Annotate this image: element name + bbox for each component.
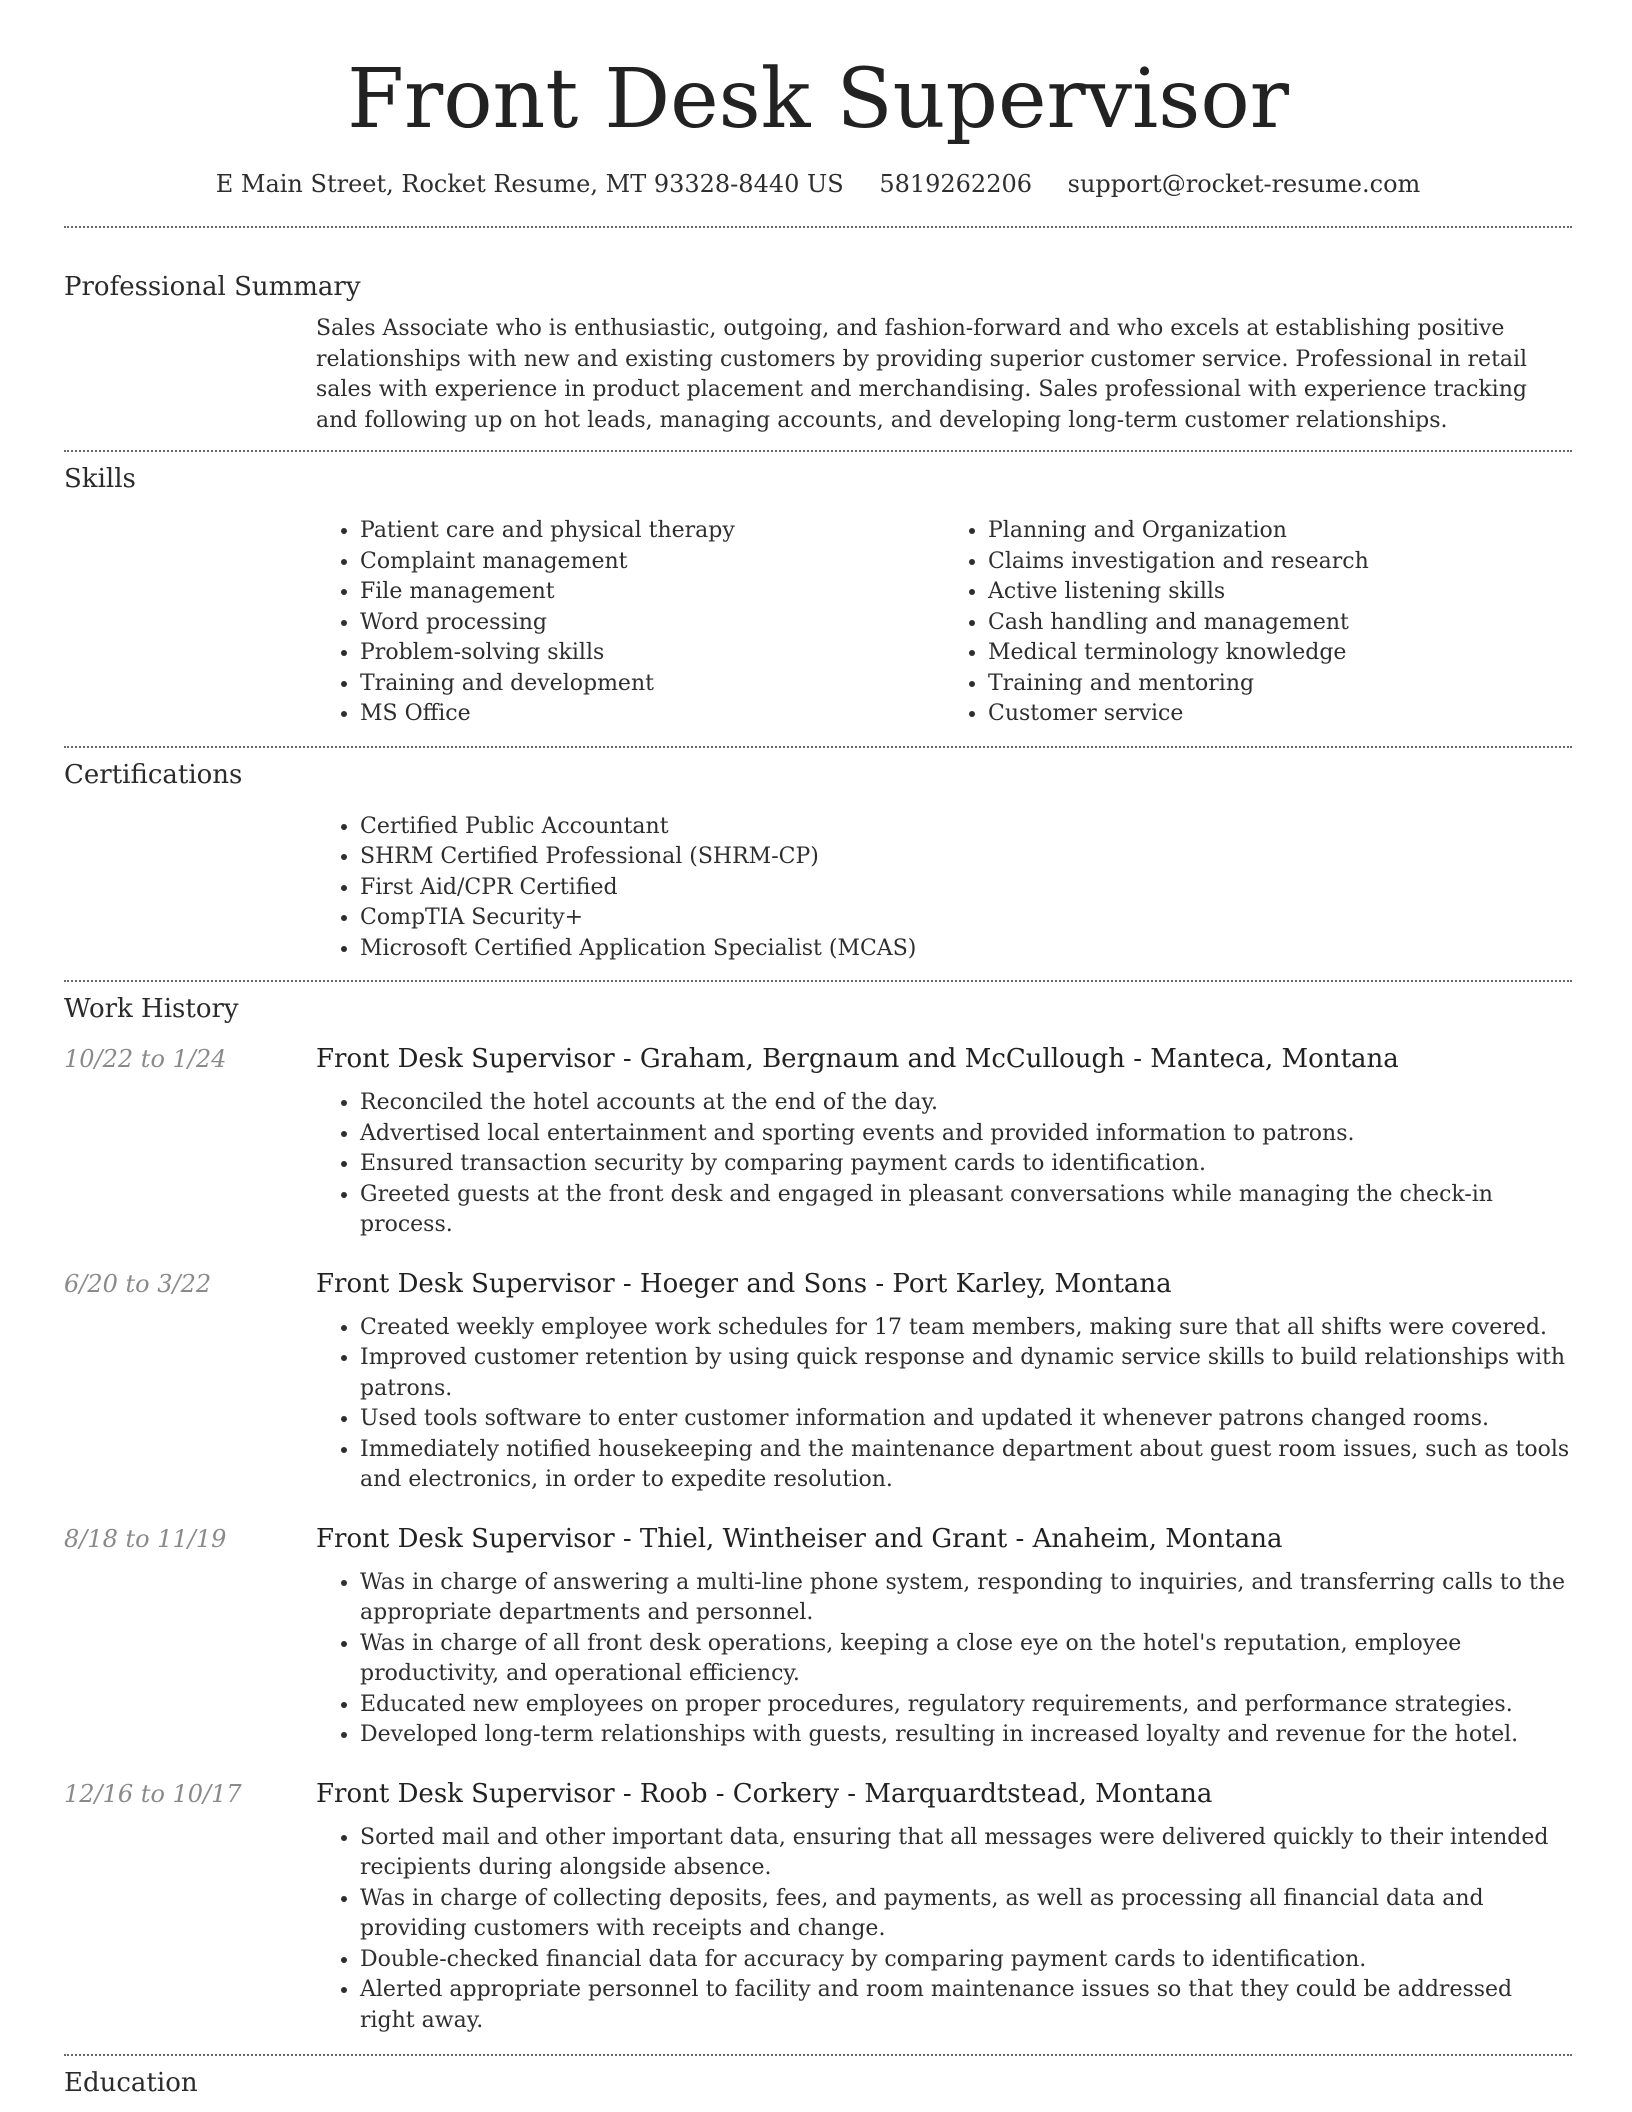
job-bullet-list xyxy=(316,1313,1572,1496)
job-header xyxy=(64,1044,1572,1074)
section-title-education: Education xyxy=(64,2068,198,2098)
skill-item: • Training and development xyxy=(360,669,944,700)
resume-name: Front Desk Supervisor xyxy=(347,52,1289,147)
resume-page xyxy=(64,0,1572,2100)
job-bullet: • Advertised local entertainment and sporting events and provided information to patrons. xyxy=(360,1119,1572,1150)
certification-item: • Microsoft Certified Application Specialist (MCAS) xyxy=(360,934,1572,965)
job-title: Front Desk Supervisor - Roob - Corkery - Marquardtstead, Montana xyxy=(316,1778,1213,1809)
skill-item: • Word processing xyxy=(360,608,944,639)
contact-address: E Main Street, Rocket Resume, MT 93328-8440 US xyxy=(215,170,844,198)
job-header xyxy=(64,1524,1572,1554)
skills-section xyxy=(64,452,1572,746)
skill-item: • Patient care and physical therapy xyxy=(360,516,944,547)
job-bullet: • Greeted guests at the front desk and engaged in pleasant conversations while managing the check-in process. xyxy=(360,1180,1572,1241)
skill-item: • Planning and Organization xyxy=(988,516,1572,547)
skill-item: • MS Office xyxy=(360,699,944,730)
section-title-skills: Skills xyxy=(64,464,136,494)
job-bullet-list xyxy=(316,1568,1572,1751)
job-entry xyxy=(64,1269,1572,1496)
summary-text: Sales Associate who is enthusiastic, outgoing, and fashion-forward and who excels at establishing positive relationships with new and existing customers by providing superior customer service. Professional in retail sales with experience in product placement and merchandising. Sales professional with experience tracking and following up on hot leads, managing accounts, and developing long-term customer relationships. xyxy=(316,316,1528,433)
job-bullet: • Was in charge of all front desk operations, keeping a close eye on the hotel's reputation, employee productivity, and operational efficiency. xyxy=(360,1629,1572,1690)
job-duties xyxy=(316,1313,1572,1496)
skill-item: • Claims investigation and research xyxy=(988,547,1572,578)
job-duties xyxy=(316,1568,1572,1751)
job-header xyxy=(64,1779,1572,1809)
job-entry xyxy=(64,1524,1572,1751)
job-dates: 10/22 to 1/24 xyxy=(64,1045,227,1073)
certification-item: • First Aid/CPR Certified xyxy=(360,873,1572,904)
summary-section xyxy=(64,228,1572,450)
job-entry xyxy=(64,1779,1572,2055)
job-bullet: • Was in charge of collecting deposits, fees, and payments, as well as processing all financial data and providing customers with receipts and change. xyxy=(360,1884,1572,1945)
job-bullet: • Improved customer retention by using quick response and dynamic service skills to build relationships with patrons. xyxy=(360,1343,1572,1404)
certification-item: • SHRM Certified Professional (SHRM-CP) xyxy=(360,842,1572,873)
job-bullet: • Reconciled the hotel accounts at the end of the day. xyxy=(360,1088,1572,1119)
skill-item: • Complaint management xyxy=(360,547,944,578)
job-title: Front Desk Supervisor - Graham, Bergnaum and McCullough - Manteca, Montana xyxy=(316,1044,1399,1074)
job-bullet: • Double-checked financial data for accuracy by comparing payment cards to identification. xyxy=(360,1945,1572,1976)
contact-line xyxy=(64,168,1572,200)
job-bullet-list xyxy=(316,1088,1572,1241)
job-bullet: • Educated new employees on proper procedures, regulatory requirements, and performance strategies. xyxy=(360,1690,1572,1721)
certifications-list xyxy=(316,812,1572,965)
job-bullet-list xyxy=(316,1823,1572,2037)
job-bullet: • Created weekly employee work schedules for 17 team members, making sure that all shifts were covered. xyxy=(360,1313,1572,1344)
job-bullet: • Immediately notified housekeeping and the maintenance department about guest room issues, such as tools and electronics, in order to expedite resolution. xyxy=(360,1435,1572,1496)
job-dates: 8/18 to 11/19 xyxy=(64,1524,227,1553)
section-title-summary: Professional Summary xyxy=(64,272,361,302)
job-dates: 12/16 to 10/17 xyxy=(64,1779,242,1808)
skill-item: • Active listening skills xyxy=(988,577,1572,608)
section-title-certifications: Certifications xyxy=(64,759,243,790)
skill-item: • Cash handling and management xyxy=(988,608,1572,639)
contact-email: support@rocket-resume.com xyxy=(1067,170,1421,198)
section-title-work-history: Work History xyxy=(64,994,239,1024)
job-duties xyxy=(316,1088,1572,1241)
job-bullet: • Was in charge of answering a multi-line phone system, responding to inquiries, and transferring calls to the appropriate departments and personnel. xyxy=(360,1568,1572,1629)
skills-columns xyxy=(316,516,1572,746)
job-entry xyxy=(64,1044,1572,1241)
job-bullet: • Ensured transaction security by comparing payment cards to identification. xyxy=(360,1149,1572,1180)
work-history-section xyxy=(64,982,1572,2054)
education-section xyxy=(64,2056,1572,2100)
certifications-body xyxy=(316,812,1572,981)
certifications-section xyxy=(64,748,1572,981)
skill-item: • Problem-solving skills xyxy=(360,638,944,669)
skills-list-right xyxy=(944,516,1572,730)
contact-phone: 5819262206 xyxy=(879,170,1033,198)
skill-item: • Customer service xyxy=(988,699,1572,730)
certification-item: • CompTIA Security+ xyxy=(360,903,1572,934)
job-bullet: • Sorted mail and other important data, ensuring that all messages were delivered quickly to their intended recipients during alongside absence. xyxy=(360,1823,1572,1884)
job-duties xyxy=(316,1823,1572,2037)
job-bullet: • Alerted appropriate personnel to facility and room maintenance issues so that they could be addressed right away. xyxy=(360,1975,1572,2036)
skill-item: • Medical terminology knowledge xyxy=(988,638,1572,669)
job-title: Front Desk Supervisor - Hoeger and Sons - Port Karley, Montana xyxy=(316,1268,1172,1299)
job-header xyxy=(64,1269,1572,1299)
job-dates: 6/20 to 3/22 xyxy=(64,1269,212,1298)
skill-item: • File management xyxy=(360,577,944,608)
skill-item: • Training and mentoring xyxy=(988,669,1572,700)
certification-item: • Certified Public Accountant xyxy=(360,812,1572,843)
skills-list-left xyxy=(316,516,944,730)
job-bullet: • Used tools software to enter customer information and updated it whenever patrons changed rooms. xyxy=(360,1404,1572,1435)
job-title: Front Desk Supervisor - Thiel, Wintheiser and Grant - Anaheim, Montana xyxy=(316,1523,1283,1554)
job-bullet: • Developed long-term relationships with guests, resulting in increased loyalty and revenue for the hotel. xyxy=(360,1720,1572,1751)
